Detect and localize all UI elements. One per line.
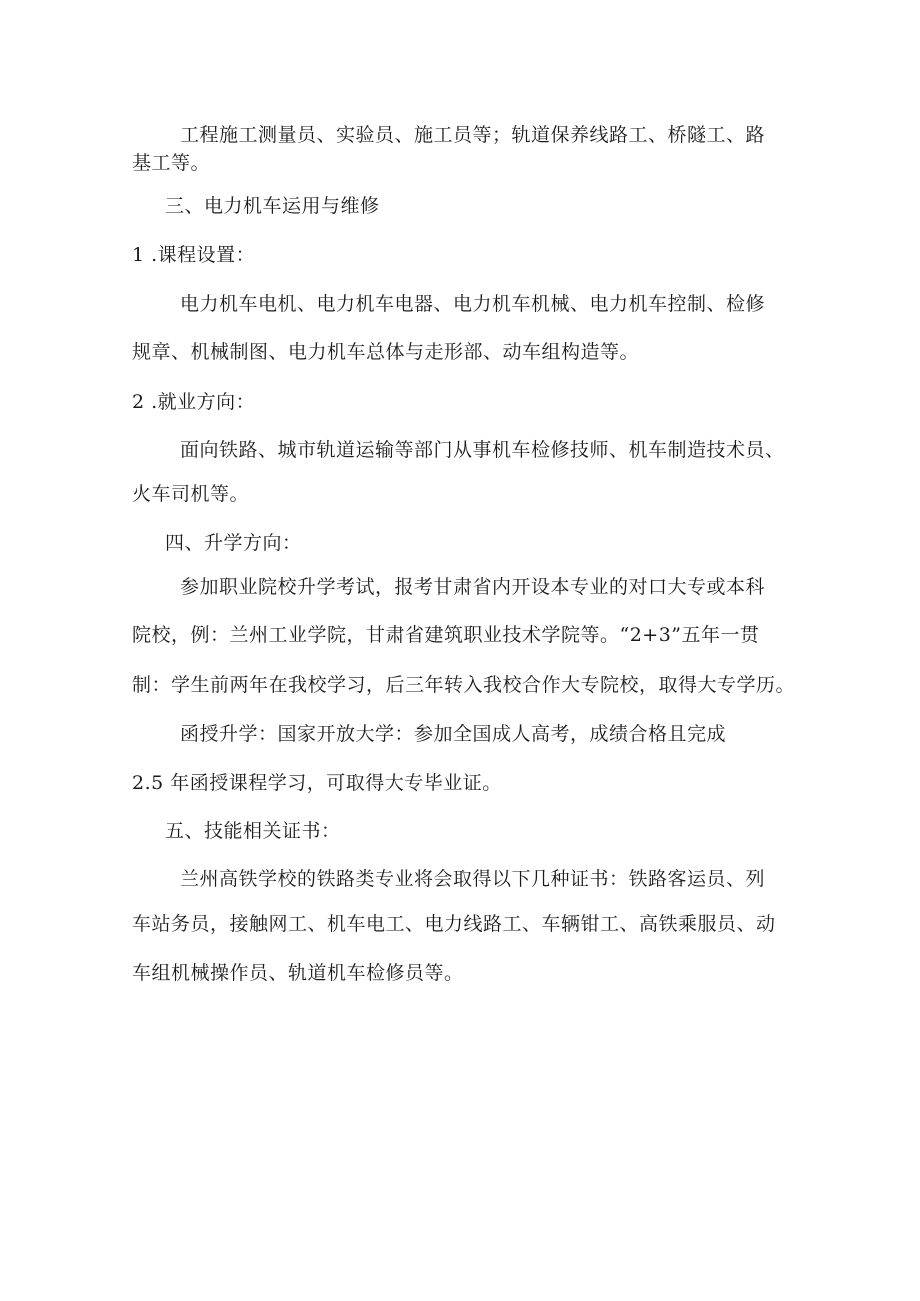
paragraph-line: 电力机车电机、电力机车电器、电力机车机械、电力机车控制、检修 (180, 293, 766, 315)
paragraph-line: 车站务员，接触网工、机车电工、电力线路工、车辆钳工、高铁乘服员、动 (132, 913, 776, 935)
paragraph-line: 兰州高铁学校的铁路类专业将会取得以下几种证书：铁路客运员、列 (180, 868, 766, 890)
section-heading: 五、技能相关证书： (165, 820, 341, 842)
paragraph-line: 工程施工测量员、实验员、施工员等；轨道保养线路工、桥隧工、路 (180, 124, 766, 146)
paragraph-line: 制：学生前两年在我校学习，后三年转入我校合作大专院校，取得大专学历。 (132, 674, 796, 696)
paragraph-line: 参加职业院校升学考试，报考甘肃省内开设本专业的对口大专或本科 (180, 576, 766, 598)
paragraph-line: 2.5 年函授课程学习，可取得大专毕业证。 (132, 772, 502, 794)
paragraph-line: 面向铁路、城市轨道运输等部门从事机车检修技师、机车制造技术员、 (180, 439, 785, 461)
paragraph-line: 基工等。 (132, 152, 211, 174)
paragraph-line: 函授升学：国家开放大学：参加全国成人高考，成绩合格且完成 (180, 723, 727, 745)
item-label: 2 .就业方向： (132, 391, 256, 413)
paragraph-line: 火车司机等。 (132, 483, 250, 505)
item-label: 1 .课程设置： (132, 244, 256, 266)
paragraph-line: 车组机械操作员、轨道机车检修员等。 (132, 962, 464, 984)
section-heading: 三、电力机车运用与维修 (165, 195, 380, 217)
section-heading: 四、升学方向： (165, 532, 302, 554)
paragraph-line: 院校，例：兰州工业学院，甘肃省建筑职业技术学院等。“2+3”五年一贯 (132, 624, 760, 646)
paragraph-line: 规章、机械制图、电力机车总体与走形部、动车组构造等。 (132, 341, 640, 363)
